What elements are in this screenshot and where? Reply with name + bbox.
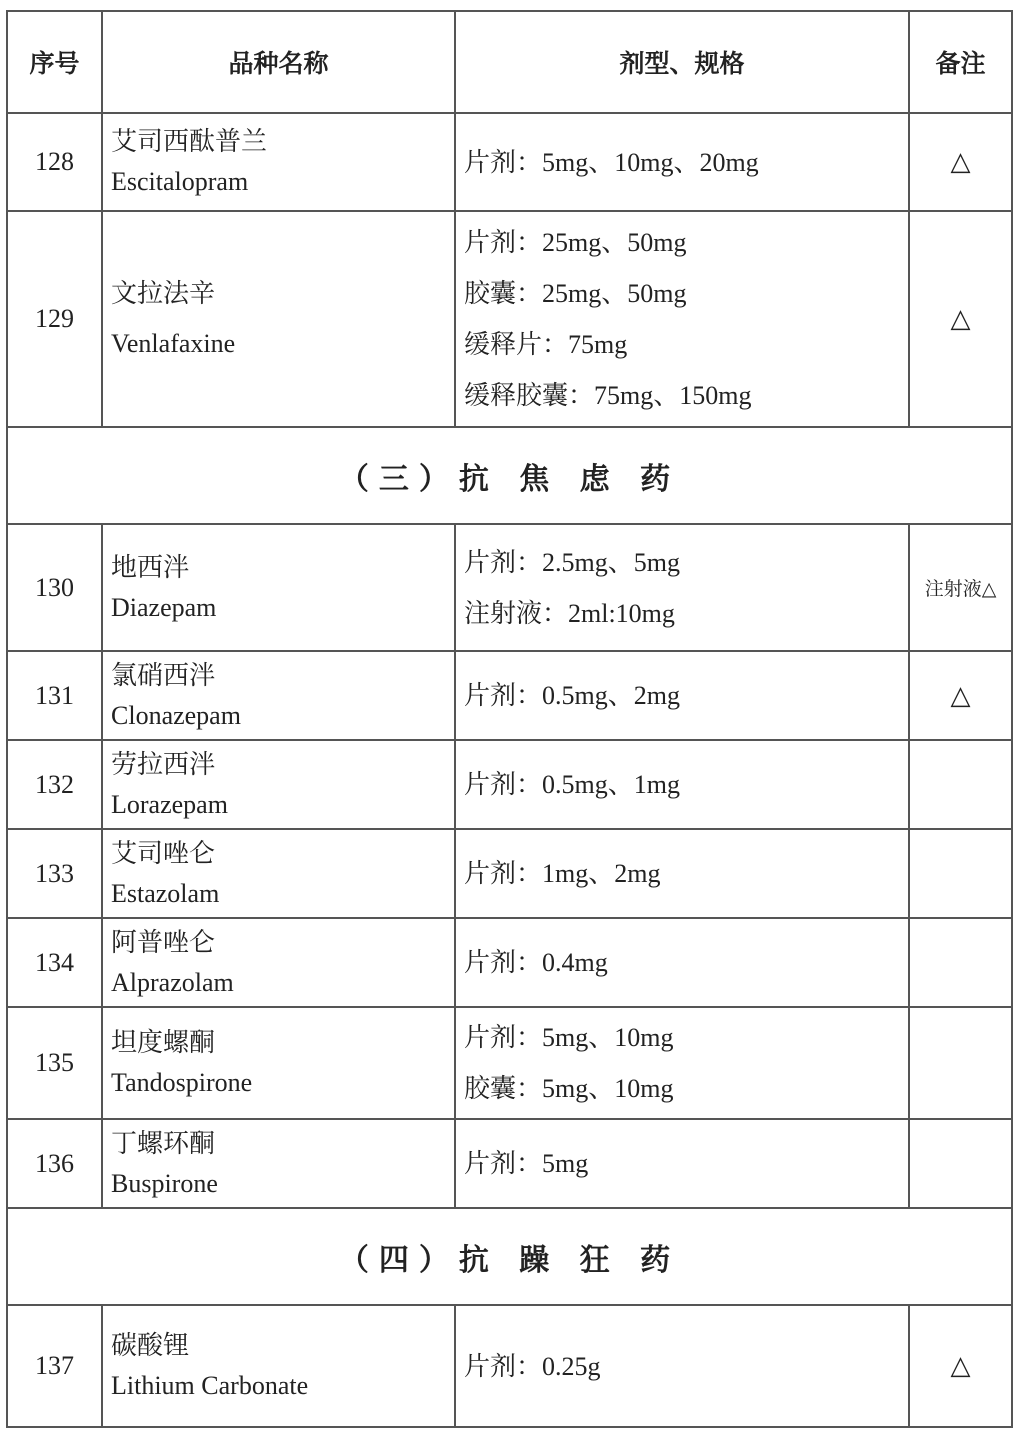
note-cell: △ (909, 1305, 1012, 1427)
note-cell: △ (909, 651, 1012, 740)
drug-name-en: Venlafaxine (111, 329, 236, 358)
note-cell (909, 1119, 1012, 1208)
spec-cell (455, 1119, 909, 1208)
drug-name-cn: 阿普唑仑 (111, 927, 216, 957)
spec-line: 片剂：5mg、10mg (464, 1023, 674, 1052)
drug-name-en: Lithium Carbonate (111, 1371, 309, 1400)
row-number: 136 (7, 1119, 102, 1208)
drug-name-cell (102, 113, 455, 211)
spec-line: 片剂：0.4mg (464, 948, 608, 977)
drug-name-cell (102, 918, 455, 1007)
row-number: 134 (7, 918, 102, 1007)
drug-name-cell (102, 740, 455, 829)
header-spec: 剂型、规格 (455, 11, 909, 113)
section-title: （四）抗 躁 狂 药 (7, 1208, 1012, 1305)
spec-line: 缓释片：75mg (464, 330, 628, 359)
drug-name-cell (102, 211, 455, 427)
drug-name-cell (102, 1305, 455, 1427)
drug-name-en: Alprazolam (111, 967, 234, 997)
table-row (7, 1007, 1012, 1119)
section-title: （三）抗 焦 虑 药 (7, 427, 1012, 524)
spec-cell (455, 1007, 909, 1119)
section-row (7, 427, 1012, 524)
drug-name-cell (102, 1007, 455, 1119)
drug-name-cn: 丁螺环酮 (111, 1128, 216, 1158)
drug-name-cn: 艾司西酞普兰 (111, 127, 268, 156)
table-header-row (7, 11, 1012, 113)
note-cell (909, 918, 1012, 1007)
table-row (7, 918, 1012, 1007)
row-number: 130 (7, 524, 102, 651)
drug-name-cell (102, 524, 455, 651)
spec-line: 片剂：0.5mg、2mg (464, 681, 680, 710)
drug-name-cn: 氯硝西泮 (111, 660, 216, 690)
drug-name-cn: 艾司唑仑 (111, 838, 216, 868)
row-number: 131 (7, 651, 102, 740)
drug-name-en: Tandospirone (111, 1068, 253, 1097)
drug-name-cn: 碳酸锂 (111, 1331, 190, 1360)
row-number: 137 (7, 1305, 102, 1427)
note-cell (909, 740, 1012, 829)
table-row (7, 524, 1012, 651)
spec-line: 片剂：5mg (464, 1149, 589, 1178)
header-name: 品种名称 (102, 11, 455, 113)
drug-name-cn: 文拉法辛 (111, 279, 216, 308)
drug-name-en: Lorazepam (111, 789, 228, 819)
row-number: 128 (7, 113, 102, 211)
spec-line: 片剂：0.5mg、1mg (464, 770, 680, 799)
row-number: 132 (7, 740, 102, 829)
spec-cell (455, 918, 909, 1007)
drug-name-cn: 坦度螺酮 (111, 1028, 216, 1057)
table-row (7, 113, 1012, 211)
spec-cell (455, 651, 909, 740)
table-row (7, 829, 1012, 918)
drug-name-cell (102, 829, 455, 918)
header-num: 序号 (7, 11, 102, 113)
spec-cell (455, 524, 909, 651)
row-number: 133 (7, 829, 102, 918)
note-cell: △ (909, 113, 1012, 211)
row-number: 135 (7, 1007, 102, 1119)
spec-cell (455, 113, 909, 211)
note-cell: 注射液△ (909, 524, 1012, 651)
note-cell: △ (909, 211, 1012, 427)
drug-name-en: Clonazepam (111, 700, 241, 730)
drug-name-en: Diazepam (111, 592, 217, 622)
drug-name-en: Escitalopram (111, 167, 249, 196)
note-cell (909, 829, 1012, 918)
header-note: 备注 (909, 11, 1012, 113)
drug-name-cell (102, 651, 455, 740)
spec-line: 胶囊：25mg、50mg (464, 279, 687, 308)
spec-line: 片剂：1mg、2mg (464, 859, 661, 888)
table-row (7, 740, 1012, 829)
table-row (7, 1119, 1012, 1208)
spec-cell (455, 740, 909, 829)
spec-line: 注射液：2ml:10mg (464, 598, 675, 628)
drug-name-cn: 劳拉西泮 (111, 749, 216, 779)
row-number: 129 (7, 211, 102, 427)
section-row (7, 1208, 1012, 1305)
table-row (7, 211, 1012, 427)
drug-name-en: Estazolam (111, 878, 220, 908)
spec-line: 缓释胶囊：75mg、150mg (464, 381, 752, 410)
spec-cell (455, 829, 909, 918)
drug-name-cell (102, 1119, 455, 1208)
note-cell (909, 1007, 1012, 1119)
table-row (7, 1305, 1012, 1427)
drug-table (6, 10, 1013, 1428)
spec-line: 片剂：25mg、50mg (464, 228, 687, 257)
drug-name-en: Buspirone (111, 1168, 218, 1198)
table-row (7, 651, 1012, 740)
spec-line: 片剂：0.25g (464, 1351, 601, 1381)
drug-name-cn: 地西泮 (111, 552, 190, 582)
spec-line: 胶囊：5mg、10mg (464, 1074, 674, 1103)
spec-line: 片剂：2.5mg、5mg (464, 547, 680, 577)
spec-cell (455, 211, 909, 427)
spec-line: 片剂：5mg、10mg、20mg (464, 147, 759, 177)
spec-cell (455, 1305, 909, 1427)
